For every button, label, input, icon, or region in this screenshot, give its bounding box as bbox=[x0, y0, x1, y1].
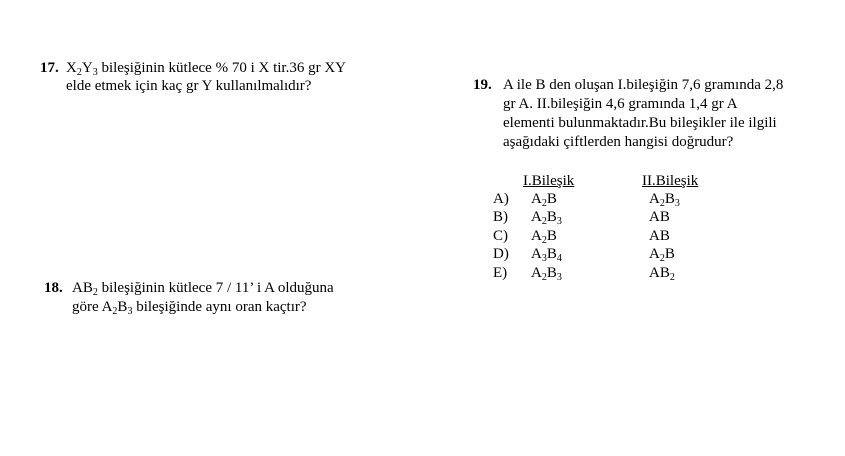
option-compound-1: $A_2B$ bbox=[531, 191, 557, 209]
option-compound-2: AB bbox=[649, 228, 670, 244]
column-header-compound-1: I.Bileşik bbox=[523, 173, 575, 189]
question-number: 19. bbox=[473, 77, 492, 93]
question-text-line-3: elementi bulunmaktadır.Bu bileşikler ile ilgili bbox=[503, 115, 777, 131]
option-letter: D) bbox=[493, 246, 509, 262]
option-compound-2: $AB_2$ bbox=[649, 265, 675, 283]
option-compound-1: $A_3B_4$ bbox=[531, 246, 562, 264]
option-letter: C) bbox=[493, 228, 508, 244]
option-letter: A) bbox=[493, 191, 509, 207]
question-19 bbox=[473, 76, 833, 286]
question-text-line-4: aşağıdaki çiftlerden hangisi doğrudur? bbox=[503, 134, 734, 150]
option-letter: E) bbox=[493, 265, 508, 281]
question-text-line-1: $AB_2$ bileşiğinin kütlece 7 / 11’ i A olduğuna bbox=[72, 280, 334, 298]
option-compound-1: $A_2B_3$ bbox=[531, 209, 562, 227]
question-18 bbox=[44, 279, 404, 319]
option-compound-1: $A_2B$ bbox=[531, 228, 557, 246]
question-text-line-2: gr A. II.bileşiğin 4,6 gramında 1,4 gr A bbox=[503, 96, 738, 112]
question-text-line-1: A ile B den oluşan I.bileşiğin 7,6 gramında 2,8 bbox=[503, 77, 784, 93]
question-number: 17. bbox=[40, 60, 59, 76]
option-letter: B) bbox=[493, 209, 508, 225]
column-header-compound-2: II.Bileşik bbox=[642, 173, 699, 189]
question-text-line-2: elde etmek için kaç gr Y kullanılmalıdır? bbox=[66, 78, 312, 94]
question-text-line-1: $X_2Y_3$ bileşiğinin kütlece % 70 i X tir.36 gr XY bbox=[66, 60, 346, 78]
option-compound-1: $A_2B_3$ bbox=[531, 265, 562, 283]
question-text-line-2: göre $A_2B_3$ bileşiğinde aynı oran kaçtır? bbox=[72, 299, 307, 317]
option-compound-2: $A_2B$ bbox=[649, 246, 675, 264]
question-17 bbox=[40, 59, 420, 99]
option-compound-2: AB bbox=[649, 209, 670, 225]
question-number: 18. bbox=[44, 280, 63, 296]
option-compound-2: $A_2B_3$ bbox=[649, 191, 680, 209]
